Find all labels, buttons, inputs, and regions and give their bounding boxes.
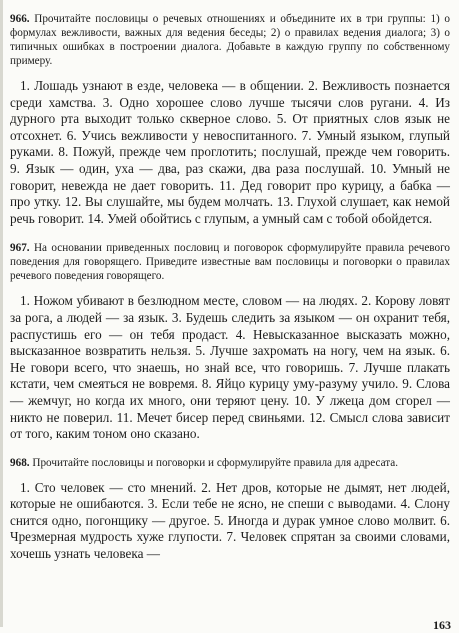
exercise-966-proverbs: 1. Лошадь узнают в езде, человека — в общении. 2. Вежливость познается среди хамства. 3. Одно хорошее слово лучше тысячи слов ругани. 4. Из дурного рта выходит только скверное слово. 5. От приятных слов язык не отсохнет. 6. Учись вежливости у невоспитанного. 7. Умный языком, глупый руками. 8. Пожуй, прежде чем проглотить; послушай, прежде чем говорить. 9. Язык — один, уха — два, раз скажи, два раза послушай. 10. Умный не говорит, невежда не дает говорить. 11. Дед говорит про курицу, а бабка — про утку. 12. Вы слушайте, мы будем молчать. 13. Глухой слушает, как немой речь говорит. 14. Умей обойтись с глупым, а умный сам с тобой обойдется. — [10, 78, 450, 226]
exercise-968-number: 968. — [10, 456, 30, 469]
exercise-967-task — [10, 241, 450, 283]
exercise-968 — [10, 456, 450, 563]
exercise-967 — [10, 241, 450, 442]
page-number: 163 — [433, 618, 451, 632]
exercise-967-proverbs: 1. Ножом убивают в безлюдном месте, словом — на людях. 2. Корову ловят за рога, а людей — за язык. 3. Будешь следить за языком — он охранит тебя, распустишь его — он тебя продаст. 4. Невысказанное высказать можно, высказанное возвратить нельзя. 5. Лучше захромать на ногу, чем на язык. 6. Не говори всего, что знаешь, но знай все, что говоришь. 7. Лучше плакать кстати, чем смеяться не вовремя. 8. Яйцо курицу уму-разуму учило. 9. Слова — жемчуг, но когда их много, они теряют цену. 10. У лжеца дом сгорел — никто не поверил. 11. Мечет бисер перед свиньями. 12. Смысл слова зависит от того, каким тоном оно сказано. — [10, 293, 450, 442]
textbook-page — [10, 12, 450, 563]
exercise-968-proverbs: 1. Сто человек — сто мнений. 2. Нет дров, которые не дымят, нет людей, которые не ошибаются. 3. Если тебе не ясно, не спеши с выводами. 4. Слону снится одно, погонщику — другое. 5. Иногда и дурак умное слово молвит. 6. Чрезмерная мудрость хуже глупости. 7. Человек спрятан за своими словами, хочешь узнать человека — — [10, 479, 450, 562]
page-edge-shadow — [0, 0, 3, 627]
exercise-967-task-text: На основании приведенных пословиц и поговорок сформулируйте правила речевого поведения для говорящего. Приведите известные вам пословицы и поговорки о правилах речевого поведения говорящего. — [10, 242, 451, 283]
exercise-966-number: 966. — [10, 13, 30, 25]
exercise-967-number: 967. — [10, 242, 30, 255]
exercise-966 — [10, 12, 450, 227]
exercise-968-task — [10, 456, 450, 470]
exercise-968-task-text: Прочитайте пословицы и поговорки и сформулируйте правила для адресата. — [32, 456, 399, 469]
exercise-966-task — [10, 12, 450, 68]
exercise-966-task-text: Прочитайте пословицы о речевых отношениях и объедините их в три группы: 1) о формулах вежливости, важных для ведения беседы; 2) о правилах ведения диалога; 3) о типичных ошибках в построении диалога. Добавьте в каждую группу по собственному примеру. — [10, 13, 451, 67]
